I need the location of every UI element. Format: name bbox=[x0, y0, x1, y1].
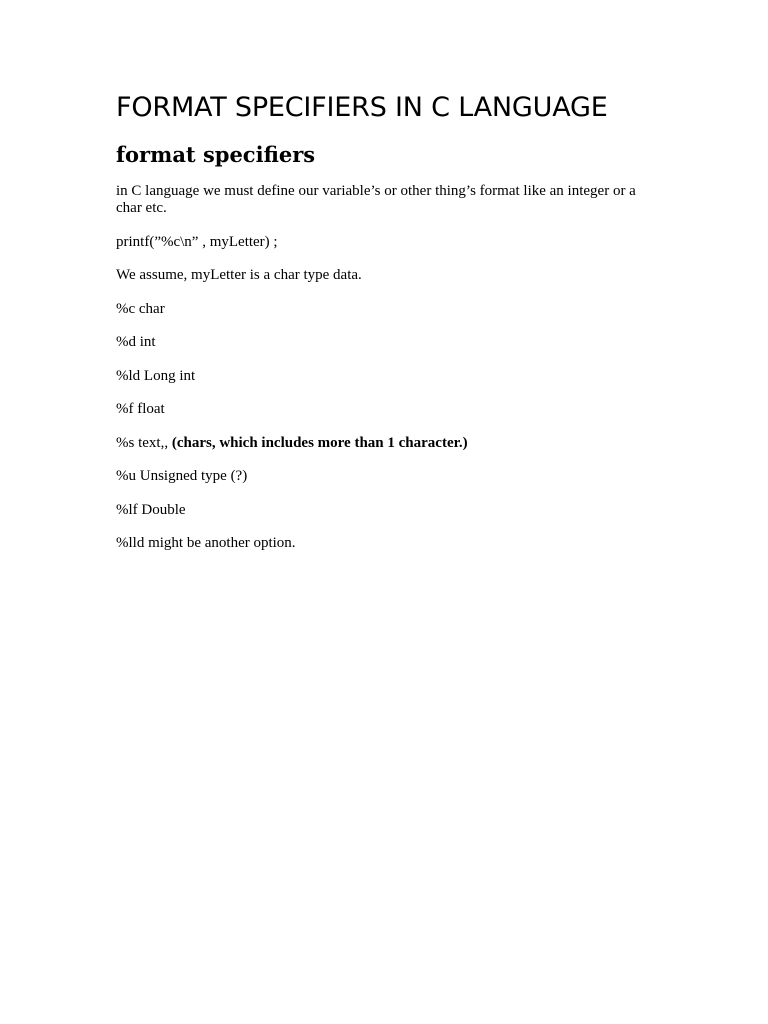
intro-paragraph: in C language we must define our variable’s or other thing’s format like an integer or a char etc. bbox=[116, 183, 636, 216]
specifier-char: %c char bbox=[116, 300, 165, 317]
specifier-unsigned: %u Unsigned type (?) bbox=[116, 468, 248, 484]
document-title: FORMAT SPECIFIERS IN C LANGUAGE bbox=[116, 92, 608, 123]
closing-note: %lld might be another option. bbox=[116, 535, 296, 551]
specifier-text bbox=[116, 435, 656, 452]
specifier-double: %lf Double bbox=[116, 501, 186, 518]
section-heading: format specifiers bbox=[116, 142, 316, 167]
code-example: printf(”%c\n” , myLetter) ; bbox=[116, 233, 278, 250]
document-page bbox=[116, 88, 656, 552]
specifier-int: %d int bbox=[116, 334, 156, 350]
specifier-float: %f float bbox=[116, 401, 165, 417]
specifier-text-note: (chars, which includes more than 1 character.) bbox=[171, 434, 468, 451]
specifier-text-label: %s text,, bbox=[116, 434, 169, 451]
specifier-long-int: %ld Long int bbox=[116, 367, 196, 384]
assumption-paragraph: We assume, myLetter is a char type data. bbox=[116, 267, 362, 283]
